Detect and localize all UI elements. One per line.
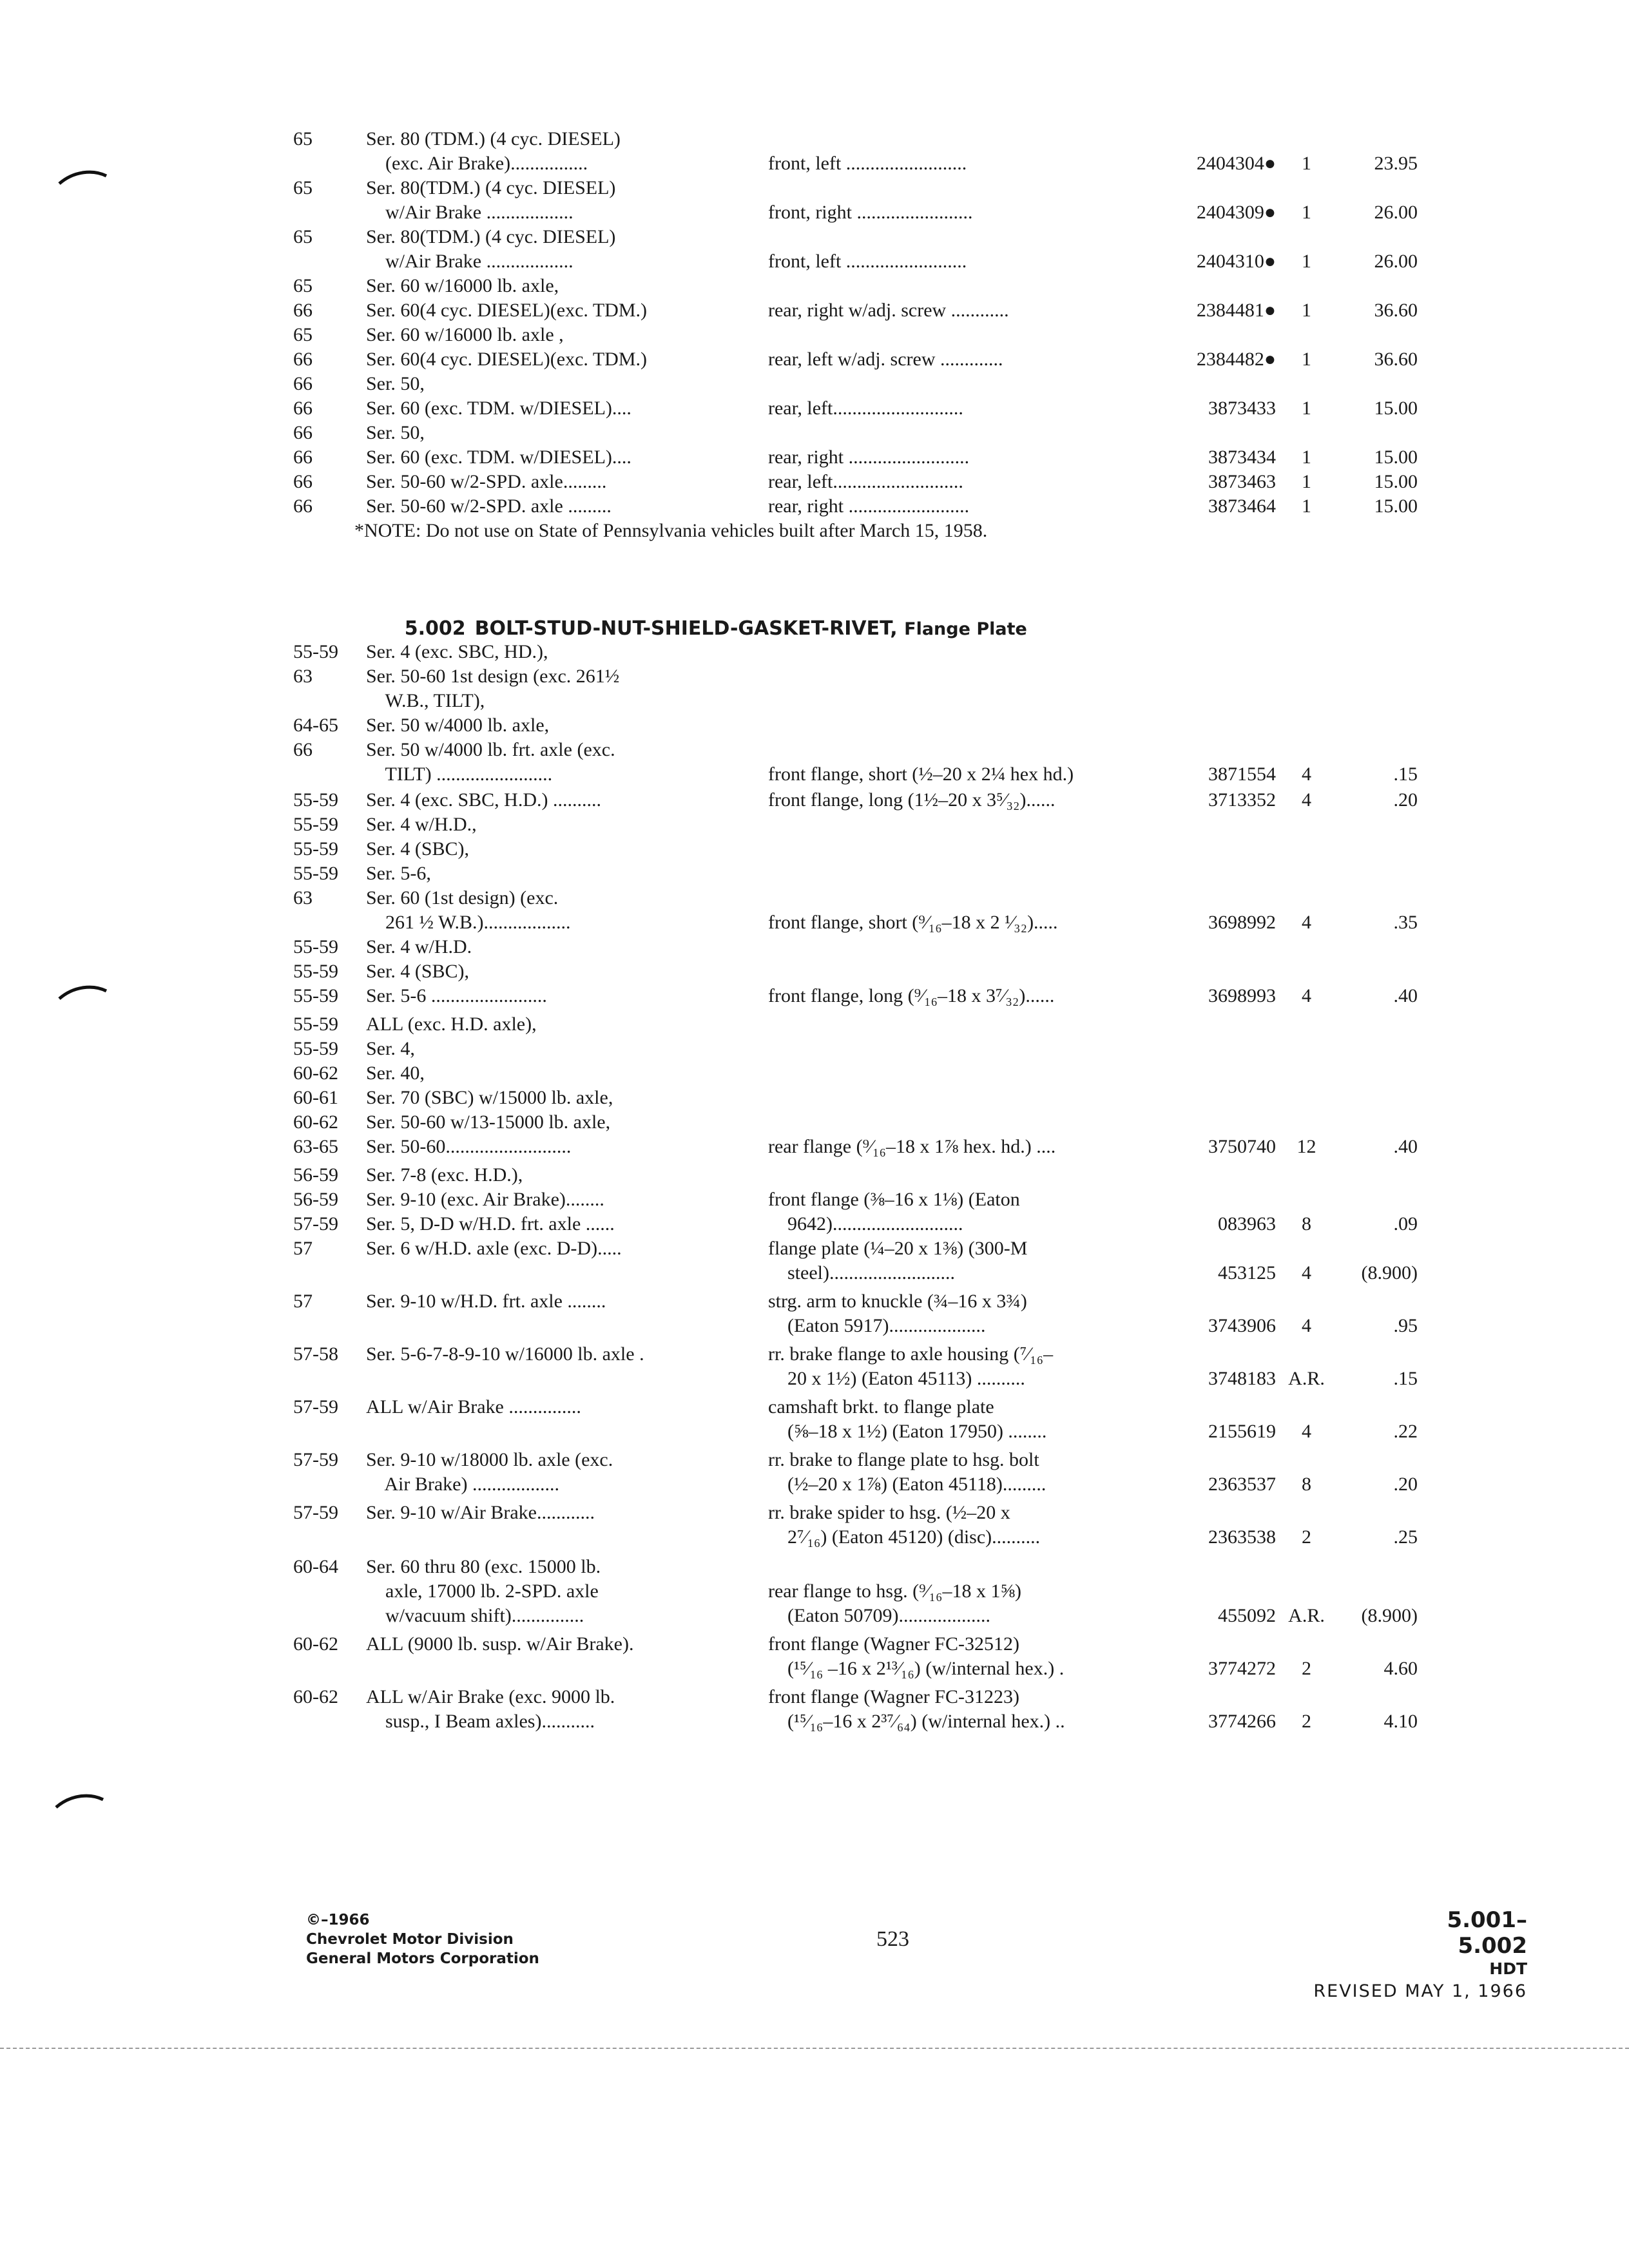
year-range: 56-59 (293, 1164, 338, 1186)
table-row (0, 127, 1629, 151)
part-number: 3774272 (1208, 1658, 1276, 1679)
year-range: 55-59 (293, 961, 338, 982)
part-description: 20 x 1½) (Eaton 45113) .......... (768, 1368, 1025, 1389)
part-number: 2384481● (1196, 300, 1276, 321)
year-range: 66 (293, 398, 313, 419)
application: ALL w/Air Brake (exc. 9000 lb. (366, 1686, 615, 1707)
table-row (0, 1555, 1629, 1579)
part-description: front flange (Wagner FC-32512) (768, 1633, 1019, 1655)
part-number: 083963 (1218, 1213, 1276, 1235)
part-number: 3873434 (1208, 447, 1276, 468)
section-range-block (1405, 1907, 1527, 1979)
part-description: flange plate (¼–20 x 1⅜) (300-M (768, 1238, 1028, 1259)
application: Ser. 4, (366, 1038, 415, 1059)
table-row (0, 274, 1629, 298)
scan-margin-mark (55, 1788, 106, 1814)
price: .20 (1393, 789, 1418, 811)
price: 15.00 (1374, 471, 1418, 492)
year-range: 66 (293, 300, 313, 321)
table-row (0, 1289, 1629, 1314)
table-row (0, 470, 1629, 494)
application: Ser. 4 (exc. SBC, HD.), (366, 641, 548, 662)
year-range: 60-62 (293, 1062, 338, 1084)
application: ALL w/Air Brake ............... (366, 1396, 581, 1418)
revision-date: REVISED MAY 1, 1966 (1313, 1981, 1527, 2001)
application: Ser. 50-60 w/2-SPD. axle ......... (366, 495, 612, 517)
year-range: 60-62 (293, 1111, 338, 1133)
part-number: 2363537 (1208, 1474, 1276, 1495)
table-row (0, 1657, 1629, 1681)
year-range: 57-59 (293, 1213, 338, 1235)
table-row (0, 1472, 1629, 1497)
application: W.B., TILT), (366, 690, 485, 711)
price: 4.10 (1383, 1711, 1418, 1732)
price: (8.900) (1361, 1605, 1418, 1626)
part-description: (Eaton 50709)................... (768, 1605, 990, 1626)
price: .09 (1393, 1213, 1418, 1235)
year-range: 60-62 (293, 1633, 338, 1655)
table-row (0, 1110, 1629, 1135)
year-range: 66 (293, 739, 313, 760)
price: 36.60 (1374, 349, 1418, 370)
part-number: 3750740 (1208, 1136, 1276, 1157)
quantity: 4 (1302, 1421, 1311, 1442)
year-range: 57 (293, 1238, 313, 1259)
quantity: 1 (1302, 300, 1311, 321)
table-row (0, 1314, 1629, 1338)
table-row (0, 200, 1629, 225)
part-number: 3748183 (1208, 1368, 1276, 1389)
part-number: 3871554 (1208, 764, 1276, 785)
application: Ser. 9-10 w/Air Brake............ (366, 1502, 595, 1523)
year-range: 57-59 (293, 1396, 338, 1418)
table-row (0, 151, 1629, 176)
year-range: 60-61 (293, 1087, 338, 1108)
application: Ser. 80 (TDM.) (4 cyc. DIESEL) (366, 128, 621, 149)
quantity: 4 (1302, 764, 1311, 785)
table-row (0, 1135, 1629, 1159)
application: w/Air Brake .................. (366, 251, 574, 272)
part-number: 2384482● (1196, 349, 1276, 370)
part-description: rr. brake spider to hsg. (½–20 x (768, 1502, 1010, 1523)
table-row (0, 1061, 1629, 1086)
quantity: 1 (1302, 471, 1311, 492)
price: 15.00 (1374, 398, 1418, 419)
price: 15.00 (1374, 495, 1418, 517)
quantity: 4 (1302, 789, 1311, 811)
year-range: 55-59 (293, 838, 338, 860)
year-range: 55-59 (293, 863, 338, 884)
application: Ser. 40, (366, 1062, 425, 1084)
table-row (0, 1163, 1629, 1187)
application: Ser. 60 w/16000 lb. axle , (366, 324, 564, 345)
application: Ser. 60 (exc. TDM. w/DIESEL).... (366, 447, 631, 468)
year-range: 66 (293, 349, 313, 370)
quantity: 1 (1302, 202, 1311, 223)
copyright-line: ©–1966 (306, 1912, 370, 1928)
quantity: 2 (1302, 1658, 1311, 1679)
application: Ser. 4 w/H.D. (366, 936, 472, 957)
application: axle, 17000 lb. 2-SPD. axle (366, 1581, 599, 1602)
table-row (0, 1086, 1629, 1110)
year-range: 57 (293, 1291, 313, 1312)
price: 4.60 (1383, 1658, 1418, 1679)
application: Ser. 7-8 (exc. H.D.), (366, 1164, 523, 1186)
application: Ser. 4 (exc. SBC, H.D.) .......... (366, 789, 601, 811)
application: Ser. 50 w/4000 lb. axle, (366, 715, 550, 736)
table-row (0, 1419, 1629, 1444)
part-description: (⅝–18 x 1½) (Eaton 17950) ........ (768, 1421, 1047, 1442)
quantity: 12 (1296, 1136, 1316, 1157)
part-number: 3743906 (1208, 1315, 1276, 1336)
page-number: 523 (876, 1927, 909, 1951)
year-range: 63-65 (293, 1136, 338, 1157)
application: Ser. 4 (SBC), (366, 838, 470, 860)
quantity: 1 (1302, 495, 1311, 517)
application: Ser. 60(4 cyc. DIESEL)(exc. TDM.) (366, 349, 647, 370)
quantity: 1 (1302, 251, 1311, 272)
table-row (0, 640, 1629, 664)
year-range: 63 (293, 887, 313, 908)
table-row (0, 396, 1629, 421)
year-range: 55-59 (293, 641, 338, 662)
application: Ser. 9-10 w/H.D. frt. axle ........ (366, 1291, 606, 1312)
table-row (0, 984, 1629, 1008)
part-description: front, left ......................... (768, 251, 967, 272)
part-description: front flange, long (1½–20 x 3⁵⁄₃₂)...... (768, 789, 1055, 811)
part-description: rr. brake to flange plate to hsg. bolt (768, 1449, 1039, 1470)
section-range: 5.001–5.002 (1447, 1907, 1527, 1959)
application: Ser. 60 (exc. TDM. w/DIESEL).... (366, 398, 631, 419)
application: Ser. 80(TDM.) (4 cyc. DIESEL) (366, 226, 616, 247)
application: Ser. 50 w/4000 lb. frt. axle (exc. (366, 739, 615, 760)
application: Ser. 50, (366, 373, 425, 394)
quantity: 1 (1302, 447, 1311, 468)
year-range: 57-58 (293, 1343, 338, 1365)
part-description: rear, left w/adj. screw ............. (768, 349, 1003, 370)
part-description: rr. brake flange to axle housing (⁷⁄₁₆– (768, 1343, 1054, 1365)
application: Ser. 50, (366, 422, 425, 443)
part-description: rear, left........................... (768, 471, 963, 492)
table-row (0, 689, 1629, 713)
table-row (0, 445, 1629, 470)
application: Air Brake) .................. (366, 1474, 559, 1495)
part-number: 3698992 (1208, 912, 1276, 933)
application: Ser. 5-6 ........................ (366, 985, 547, 1006)
table-row (0, 1187, 1629, 1212)
table-row (0, 812, 1629, 837)
application: Ser. 80(TDM.) (4 cyc. DIESEL) (366, 177, 616, 198)
year-range: 55-59 (293, 789, 338, 811)
price: 36.60 (1374, 300, 1418, 321)
part-number: 3774266 (1208, 1711, 1276, 1732)
application: Ser. 6 w/H.D. axle (exc. D-D)..... (366, 1238, 622, 1259)
part-description: front flange, long (⁹⁄₁₆–18 x 3⁷⁄₃₂)...... (768, 985, 1055, 1006)
quantity: 1 (1302, 398, 1311, 419)
year-range: 65 (293, 324, 313, 345)
quantity: A.R. (1288, 1368, 1325, 1389)
year-range: 55-59 (293, 1014, 338, 1035)
table-row (0, 713, 1629, 738)
part-description: front flange, short (½–20 x 2¼ hex hd.) (768, 764, 1074, 785)
table-row (0, 1395, 1629, 1419)
table-row (0, 347, 1629, 372)
table-row (0, 225, 1629, 249)
year-range: 65 (293, 226, 313, 247)
quantity: 4 (1302, 985, 1311, 1006)
application: w/vacuum shift)............... (366, 1605, 584, 1626)
application: Ser. 50-60 w/2-SPD. axle......... (366, 471, 607, 492)
application: Ser. 60(4 cyc. DIESEL)(exc. TDM.) (366, 300, 647, 321)
part-description: front flange (Wagner FC-31223) (768, 1686, 1019, 1707)
section-title: BOLT-STUD-NUT-SHIELD-GASKET-RIVET, (474, 617, 898, 640)
part-number: 2155619 (1208, 1421, 1276, 1442)
price: 26.00 (1374, 251, 1418, 272)
quantity: 4 (1302, 1315, 1311, 1336)
part-number: 3873433 (1208, 398, 1276, 419)
year-range: 66 (293, 422, 313, 443)
year-range: 55-59 (293, 814, 338, 835)
part-description: 9642)........................... (768, 1213, 963, 1235)
price: .15 (1393, 1368, 1418, 1389)
part-description: front flange (⅜–16 x 1⅛) (Eaton (768, 1189, 1020, 1210)
part-number: 3873463 (1208, 471, 1276, 492)
corporation-line: General Motors Corporation (306, 1950, 539, 1967)
table-row (0, 1342, 1629, 1367)
table-row (0, 323, 1629, 347)
section-5-001-table (0, 127, 1629, 519)
part-description: 2⁷⁄₁₆) (Eaton 45120) (disc).......... (768, 1526, 1041, 1548)
quantity: 4 (1302, 1262, 1311, 1283)
part-description: steel).......................... (768, 1262, 955, 1283)
price: .20 (1393, 1474, 1418, 1495)
table-row (0, 1236, 1629, 1261)
table-row (0, 1709, 1629, 1734)
application: Ser. 4 w/H.D., (366, 814, 477, 835)
application: ALL (exc. H.D. axle), (366, 1014, 537, 1035)
part-number: 2404310● (1196, 251, 1276, 272)
year-range: 63 (293, 666, 313, 687)
application: Ser. 60 w/16000 lb. axle, (366, 275, 559, 296)
application: Ser. 50-60.......................... (366, 1136, 572, 1157)
year-range: 66 (293, 447, 313, 468)
table-row (0, 910, 1629, 935)
part-number: 455092 (1218, 1605, 1276, 1626)
section-number: 5.002 (404, 617, 466, 640)
application: Ser. 4 (SBC), (366, 961, 470, 982)
table-row (0, 861, 1629, 886)
year-range: 65 (293, 275, 313, 296)
part-description: (½–20 x 1⅞) (Eaton 45118)......... (768, 1474, 1046, 1495)
section-5-002-table (0, 640, 1629, 1734)
part-number: 3713352 (1208, 789, 1276, 811)
table-row (0, 664, 1629, 689)
table-row (0, 837, 1629, 861)
year-range: 60-62 (293, 1686, 338, 1707)
price: .40 (1393, 1136, 1418, 1157)
model-code: HDT (1489, 1959, 1527, 1978)
price: .35 (1393, 912, 1418, 933)
price: 15.00 (1374, 447, 1418, 468)
part-number: 3698993 (1208, 985, 1276, 1006)
part-description: rear, left........................... (768, 398, 963, 419)
part-number: 2404309● (1196, 202, 1276, 223)
quantity: 8 (1302, 1474, 1311, 1495)
application: Ser. 5, D-D w/H.D. frt. axle ...... (366, 1213, 615, 1235)
year-range: 66 (293, 495, 313, 517)
part-description: (¹⁵⁄₁₆–16 x 2³⁷⁄₆₄) (w/internal hex.) .. (768, 1711, 1065, 1732)
table-row (0, 372, 1629, 396)
scan-edge-line (0, 2048, 1629, 2049)
application: Ser. 60 (1st design) (exc. (366, 887, 559, 908)
quantity: 8 (1302, 1213, 1311, 1235)
table-row (0, 1685, 1629, 1709)
part-number: 3873464 (1208, 495, 1276, 517)
application: susp., I Beam axles)........... (366, 1711, 595, 1732)
year-range: 66 (293, 471, 313, 492)
part-description: front, left ......................... (768, 153, 967, 174)
quantity: A.R. (1288, 1605, 1325, 1626)
table-row (0, 1212, 1629, 1236)
quantity: 1 (1302, 349, 1311, 370)
part-description: rear, right ......................... (768, 495, 970, 517)
application: Ser. 5-6-7-8-9-10 w/16000 lb. axle . (366, 1343, 644, 1365)
year-range: 57-59 (293, 1449, 338, 1470)
quantity: 4 (1302, 912, 1311, 933)
application: Ser. 5-6, (366, 863, 431, 884)
table-row (0, 1037, 1629, 1061)
year-range: 57-59 (293, 1502, 338, 1523)
price: .40 (1393, 985, 1418, 1006)
price: 23.95 (1374, 153, 1418, 174)
table-row (0, 1579, 1629, 1604)
part-description: rear flange (⁹⁄₁₆–18 x 1⅞ hex. hd.) .... (768, 1136, 1056, 1157)
price: .22 (1393, 1421, 1418, 1442)
table-row (0, 1261, 1629, 1285)
quantity: 2 (1302, 1711, 1311, 1732)
year-range: 55-59 (293, 1038, 338, 1059)
application: Ser. 60 thru 80 (exc. 15000 lb. (366, 1556, 601, 1577)
year-range: 65 (293, 177, 313, 198)
table-row (0, 298, 1629, 323)
year-range: 56-59 (293, 1189, 338, 1210)
quantity: 2 (1302, 1526, 1311, 1548)
part-number: 2363538 (1208, 1526, 1276, 1548)
part-description: (Eaton 5917).................... (768, 1315, 986, 1336)
table-row (0, 959, 1629, 984)
table-row (0, 1367, 1629, 1391)
quantity: 1 (1302, 153, 1311, 174)
publisher-block (306, 1910, 539, 1968)
section-subtitle: Flange Plate (904, 619, 1027, 639)
application: Ser. 70 (SBC) w/15000 lb. axle, (366, 1087, 613, 1108)
part-description: rear flange to hsg. (⁹⁄₁₆–18 x 1⅝) (768, 1581, 1021, 1602)
table-row (0, 1012, 1629, 1037)
division-line: Chevrolet Motor Division (306, 1931, 514, 1948)
table-row (0, 788, 1629, 812)
table-row (0, 176, 1629, 200)
application: TILT) ........................ (366, 764, 553, 785)
part-number: 453125 (1218, 1262, 1276, 1283)
application: Ser. 50-60 w/13-15000 lb. axle, (366, 1111, 611, 1133)
table-row (0, 1525, 1629, 1550)
part-description: front flange, short (⁹⁄₁₆–18 x 2 ¹⁄₃₂)..... (768, 912, 1058, 933)
table-row (0, 1632, 1629, 1657)
price: .25 (1393, 1526, 1418, 1548)
table-row (0, 762, 1629, 787)
price: (8.900) (1361, 1262, 1418, 1283)
table-row (0, 1501, 1629, 1525)
part-description: camshaft brkt. to flange plate (768, 1396, 994, 1418)
table-row (0, 738, 1629, 762)
part-description: rear, right ......................... (768, 447, 970, 468)
application: Ser. 50-60 1st design (exc. 261½ (366, 666, 620, 687)
table-row (0, 1448, 1629, 1472)
part-description: rear, right w/adj. screw ............ (768, 300, 1009, 321)
application: ALL (9000 lb. susp. w/Air Brake). (366, 1633, 634, 1655)
application: Ser. 9-10 w/18000 lb. axle (exc. (366, 1449, 613, 1470)
table-row (0, 1604, 1629, 1628)
year-range: 55-59 (293, 985, 338, 1006)
price: 26.00 (1374, 202, 1418, 223)
application: w/Air Brake .................. (366, 202, 574, 223)
part-description: strg. arm to knuckle (¾–16 x 3¾) (768, 1291, 1027, 1312)
part-description: front, right ........................ (768, 202, 973, 223)
table-row (0, 421, 1629, 445)
table-row (0, 935, 1629, 959)
year-range: 65 (293, 128, 313, 149)
table-row (0, 249, 1629, 274)
table-row (0, 494, 1629, 519)
year-range: 60-64 (293, 1556, 338, 1577)
year-range: 64-65 (293, 715, 338, 736)
year-range: 55-59 (293, 936, 338, 957)
part-number: 2404304● (1196, 153, 1276, 174)
year-range: 66 (293, 373, 313, 394)
table-row (0, 886, 1629, 910)
application: 261 ½ W.B.).................. (366, 912, 571, 933)
application: (exc. Air Brake)................ (366, 153, 588, 174)
price: .15 (1393, 764, 1418, 785)
price: .95 (1393, 1315, 1418, 1336)
application: Ser. 9-10 (exc. Air Brake)........ (366, 1189, 604, 1210)
part-description: (¹⁵⁄₁₆ –16 x 2¹³⁄₁₆) (w/internal hex.) . (768, 1658, 1065, 1679)
footnote: *NOTE: Do not use on State of Pennsylvania vehicles built after March 15, 1958. (354, 520, 988, 541)
